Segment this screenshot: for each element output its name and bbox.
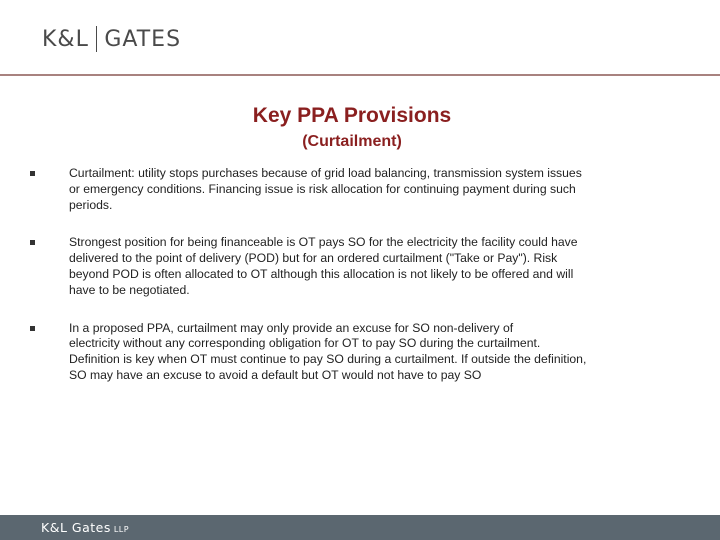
footer-brand-name: K&L Gates [41,520,111,535]
bullet-square-icon [30,171,35,176]
footer-bar [0,515,720,540]
kl-gates-logo [42,26,181,52]
slide-subtitle: (Curtailment) [302,133,402,150]
bullet-item [30,235,680,298]
bullet-square-icon [30,326,35,331]
bullet-item [30,166,680,213]
bullet-text: Strongest position for being financeable is OT pays SO for the electricity the facility could have delivered to the point of delivery (POD) but for an ordered curtailment ("Take or Pay"). Risk beyond POD is often allocated to OT although this allocation is not likely to be offered and will have to be negotiated. [69,235,578,297]
bullet-list [30,166,680,406]
footer-brand [41,520,129,535]
logo-right-text: GATES [104,26,182,52]
bullet-square-icon [30,240,35,245]
header-rule [0,74,720,76]
logo-divider [96,26,98,52]
slide-title-block [0,103,720,153]
footer-brand-suffix: LLP [113,525,130,534]
bullet-text: In a proposed PPA, curtailment may only provide an excuse for SO non-delivery of electricity without any corresponding obligation for OT to pay SO during the curtailment. Definition is key when OT must continue to pay SO during a curtailment. If outside the definition, SO may have an excuse to avoid a default but OT would not have to pay SO [69,320,587,382]
bullet-item [30,321,680,384]
logo-left-text: K&L [42,26,89,52]
bullet-text: Curtailment: utility stops purchases because of grid load balancing, transmission system issues or emergency conditions. Financing issue is risk allocation for continuing payment during such periods. [69,166,582,212]
slide-title: Key PPA Provisions [252,104,452,127]
